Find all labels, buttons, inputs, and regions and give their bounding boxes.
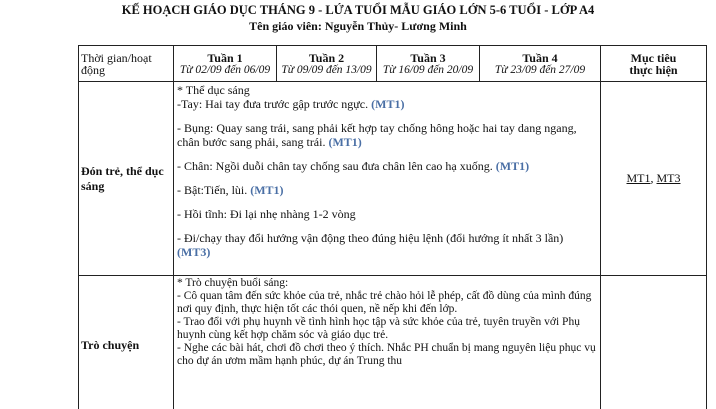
header-activity: Thời gian/hoạt động — [79, 46, 174, 82]
content-line: - Bật:Tiến, lùi. (MT1) — [177, 183, 284, 197]
week-4-range: Từ 23/09 đến 27/09 — [494, 63, 586, 76]
teacher-names: Tên giáo viên: Nguyễn Thủy- Lương Minh — [249, 19, 467, 33]
content-line: - Hồi tĩnh: Đi lại nhẹ nhàng 1-2 vòng — [177, 207, 356, 221]
week-3-label: Tuần 3 — [410, 50, 446, 65]
row-goals: MT1, MT3 — [601, 82, 707, 276]
row-content — [174, 82, 601, 276]
goal-tag: (MT1) — [250, 183, 284, 197]
week-2-range: Từ 09/09 đến 13/09 — [281, 63, 372, 76]
header-week-2 — [277, 46, 377, 82]
header-row — [79, 46, 707, 82]
header-week-3 — [377, 46, 480, 82]
week-3-range: Từ 16/09 đến 20/09 — [382, 63, 474, 76]
goal-tag: (MT1) — [371, 97, 405, 111]
row-activity: Đón trẻ, thể dục sáng — [79, 82, 174, 276]
header-week-4 — [480, 46, 601, 82]
row-content — [174, 276, 601, 409]
week-1-label: Tuần 1 — [207, 50, 243, 65]
content-line: - Nghe các bài hát, chơi đồ chơi theo ý thích. Nhắc PH chuẩn bị mang nguyên liệu phục vụ cho dự án ươm mầm hạnh phúc, dự án Trung thu — [177, 342, 596, 367]
content-line: * Thể dục sáng — [177, 83, 250, 97]
goal-header-line-2: thực hiện — [629, 62, 678, 77]
header-week-1 — [174, 46, 277, 82]
table-row — [79, 82, 707, 276]
content-line: - Đi/chạy thay đổi hướng vận động theo đúng hiệu lệnh (đổi hướng ít nhất 3 lần) (MT3) — [177, 231, 564, 259]
content-line: - Trao đổi với phụ huynh về tình hình học tập và sức khỏe của trẻ, tuyên truyền với Phụ huynh cùng kết hợp chăm sóc và giáo dục trẻ. — [177, 316, 580, 341]
table-row — [79, 276, 707, 409]
row-goals-empty — [601, 276, 707, 409]
week-1-range: Từ 02/09 đến 06/09 — [179, 63, 271, 76]
content-line: - Bụng: Quay sang trái, sang phải kết hợp tay chống hông hoặc hai tay dang ngang, chân bước sang phải, sang trái. (MT1) — [177, 121, 577, 149]
goal-tag: (MT1) — [328, 135, 362, 149]
content-line: * Trò chuyện buổi sáng: — [177, 277, 289, 289]
header-goal — [601, 46, 707, 82]
goal-header-line-1: Mục tiêu — [630, 50, 677, 65]
document-title: KẾ HOẠCH GIÁO DỤC THÁNG 9 - LỨA TUỔI MẪU GIÁO LỚN 5-6 TUỔI - LỚP A4 — [121, 3, 595, 17]
plan-table — [78, 45, 707, 409]
content-line: - Chân: Ngồi duỗi chân tay chống sau đưa chân lên cao hạ xuống. (MT1) — [177, 159, 530, 173]
week-2-label: Tuần 2 — [308, 50, 345, 65]
goal-link-mt3[interactable]: MT3 — [656, 171, 681, 185]
goal-tag: (MT1) — [495, 159, 530, 173]
content-line: -Tay: Hai tay đưa trước gập trước ngực. (MT1) — [177, 97, 405, 111]
week-4-label: Tuần 4 — [522, 50, 558, 65]
goal-tag: (MT3) — [177, 245, 211, 259]
content-line: - Cô quan tâm đến sức khỏe của trẻ, nhắc trẻ chào hỏi lễ phép, cất đồ dùng của mình đúng nơi quy định, thực hiện tốt các thói quen, nề nếp khi đến lớp. — [177, 290, 592, 315]
row-activity: Trò chuyện — [79, 276, 174, 409]
goal-link-mt1[interactable]: MT1 — [626, 171, 651, 185]
